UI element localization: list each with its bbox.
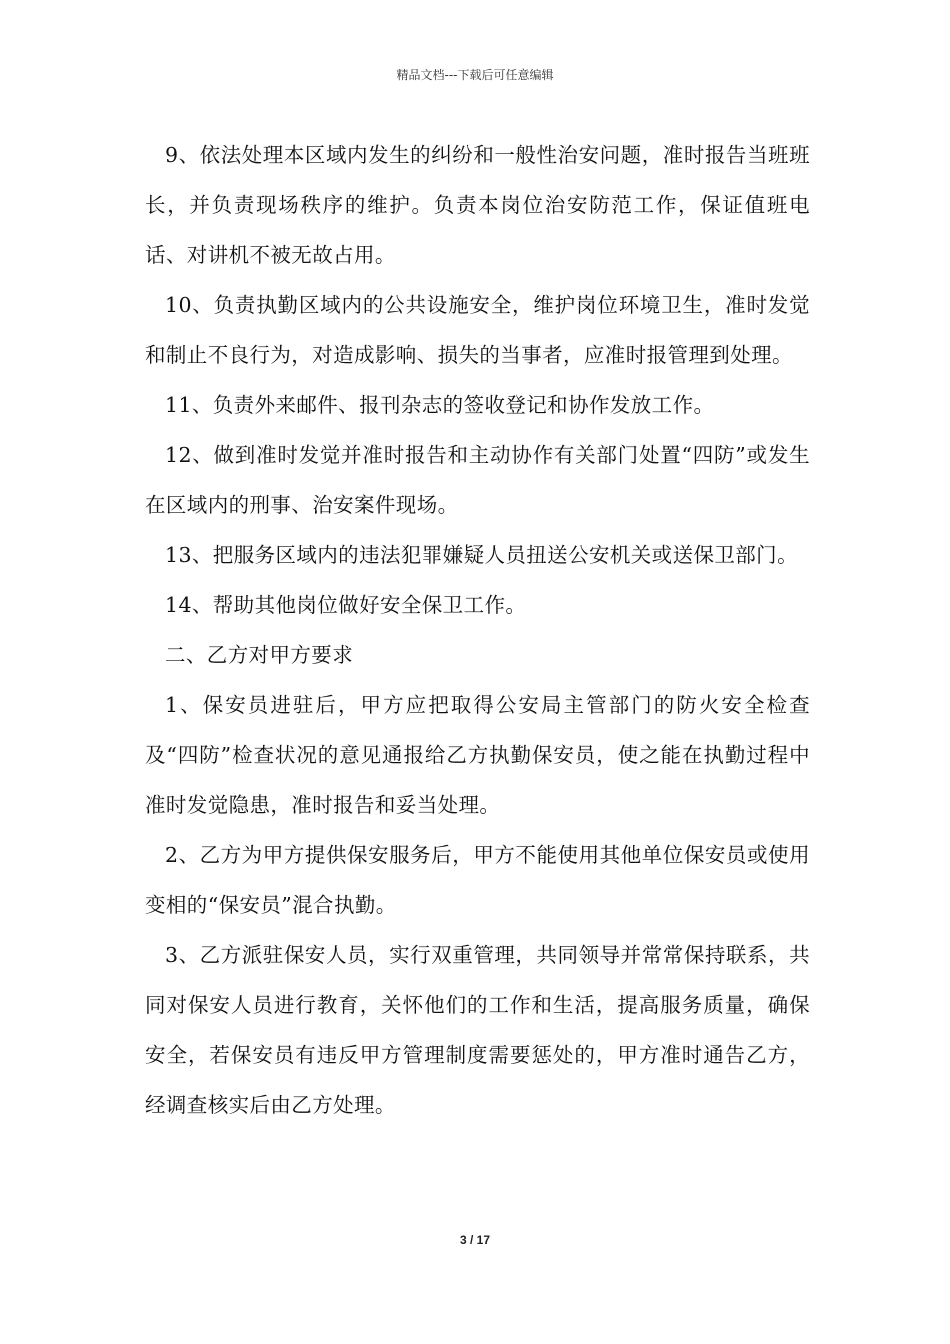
paragraph-requirement-1: 1、保安员进驻后，甲方应把取得公安局主管部门的防火安全检查及“四防”检查状况的意见通报给乙方执勤保安员，使之能在执勤过程中准时发觉隐患，准时报告和妥当处理。 <box>145 693 810 817</box>
paragraph-requirement-3: 3、乙方派驻保安人员，实行双重管理，共同领导并常常保持联系，共同对保安人员进行教育，关怀他们的工作和生活，提高服务质量，确保安全，若保安员有违反甲方管理制度需要惩处的，甲方准时通告乙方，经调查核实后由乙方处理。 <box>145 943 810 1117</box>
paragraph-item-14: 14、帮助其他岗位做好安全保卫工作。 <box>165 593 527 617</box>
paragraph-item-13: 13、把服务区域内的违法犯罪嫌疑人员扭送公安机关或送保卫部门。 <box>165 543 798 567</box>
paragraph-item-9: 9、依法处理本区域内发生的纠纷和一般性治安问题，准时报告当班班长，并负责现场秩序的维护。负责本岗位治安防范工作，保证值班电话、对讲机不被无故占用。 <box>145 143 810 267</box>
page-number: 3 / 17 <box>459 1233 491 1247</box>
page-header: 精品文档---下载后可任意编辑 <box>396 68 554 82</box>
paragraph-item-11: 11、负责外来邮件、报刊杂志的签收登记和协作发放工作。 <box>165 393 715 417</box>
document-body <box>145 130 810 1130</box>
paragraph-item-10: 10、负责执勤区域内的公共设施安全，维护岗位环境卫生，准时发觉和制止不良行为，对造成影响、损失的当事者，应准时报管理到处理。 <box>145 293 810 367</box>
paragraph-requirement-2: 2、乙方为甲方提供保安服务后，甲方不能使用其他单位保安员或使用变相的“保安员”混合执勤。 <box>145 843 810 917</box>
paragraph-item-12: 12、做到准时发觉并准时报告和主动协作有关部门处置“四防”或发生在区域内的刑事、治安案件现场。 <box>145 443 810 517</box>
section-heading: 二、乙方对甲方要求 <box>165 643 354 667</box>
